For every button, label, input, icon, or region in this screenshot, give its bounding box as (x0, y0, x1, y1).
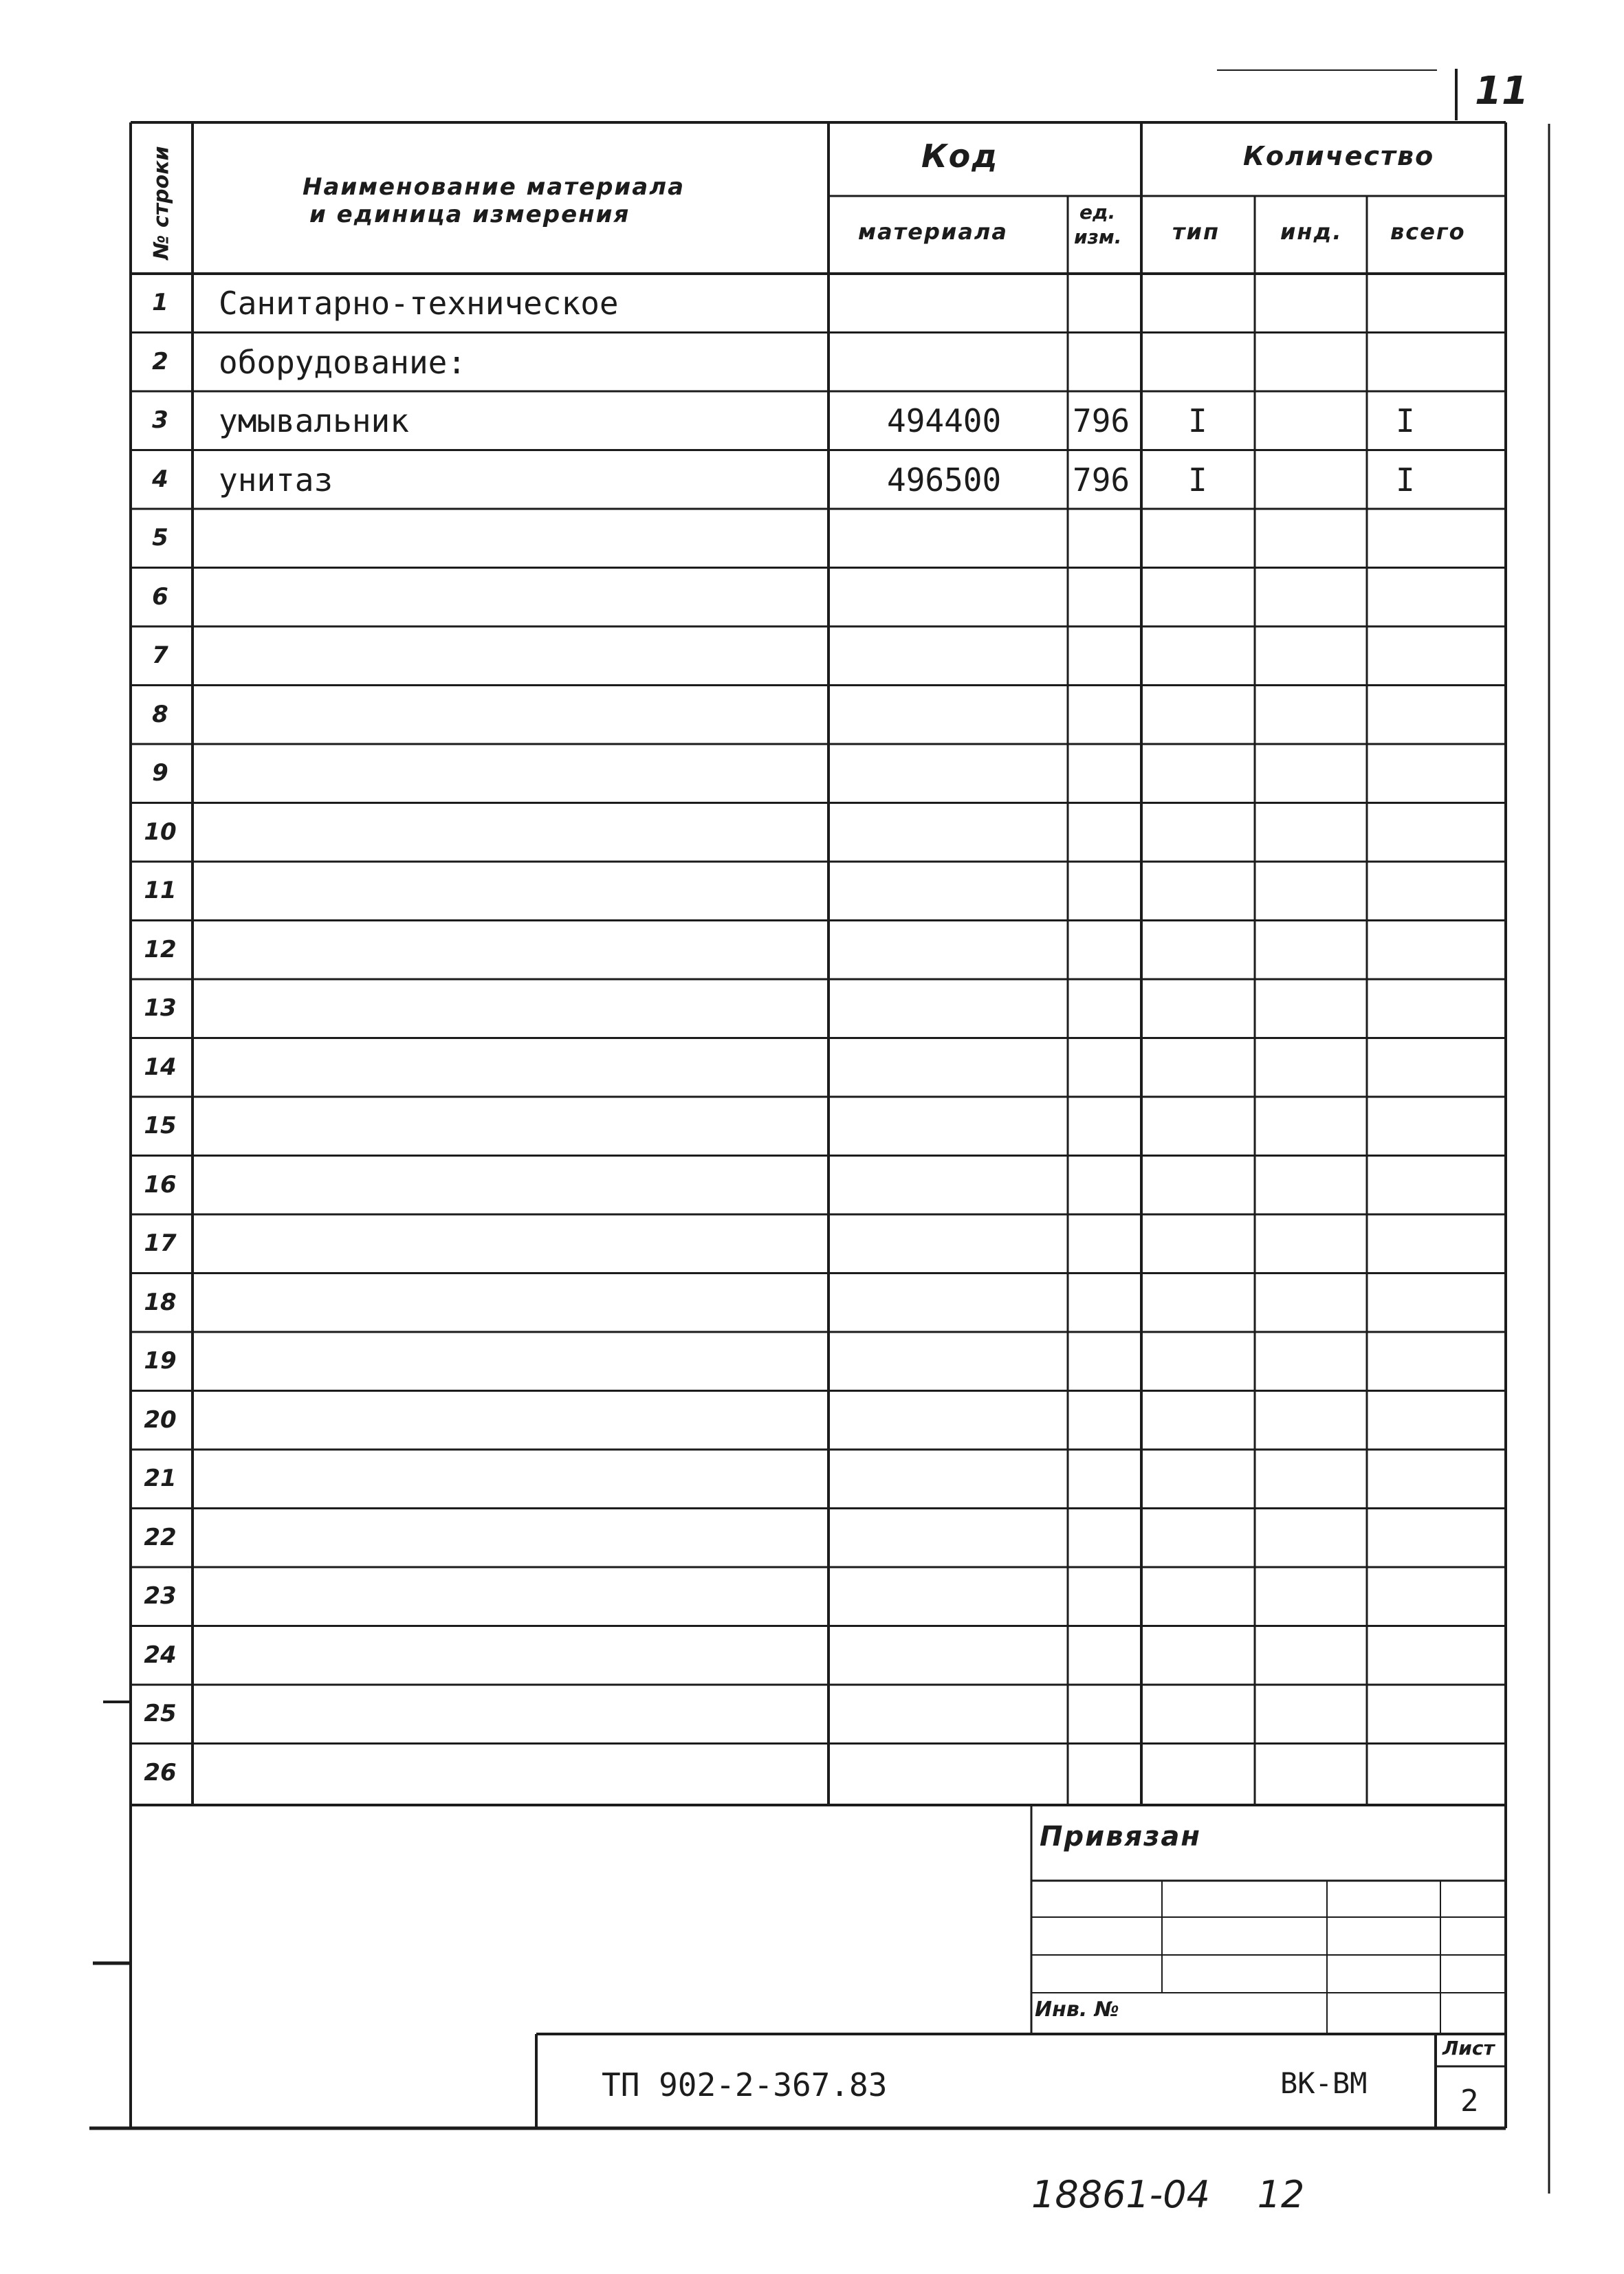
row-number: 11 (144, 877, 177, 904)
table-row (0, 1273, 1624, 1333)
document-number: ТП 902-2-367.83 (602, 2066, 888, 2103)
section-code: ВК-ВМ (1280, 2066, 1368, 2100)
material-header: материала (858, 219, 1008, 245)
row-number: 1 (152, 289, 168, 316)
table-row (0, 1567, 1624, 1626)
row-number: 13 (144, 994, 177, 1022)
row-name-cell: умывальник (219, 402, 409, 439)
table-row (0, 450, 1624, 510)
row-number: 15 (144, 1112, 177, 1139)
row-number: 8 (152, 700, 168, 728)
table-row (0, 862, 1624, 921)
table-row (0, 1391, 1624, 1450)
row-number: 18 (144, 1288, 177, 1316)
name-header-line2: и единица измерения (309, 201, 630, 228)
table-row (0, 568, 1624, 627)
row-number: 4 (152, 465, 168, 493)
row-number: 26 (144, 1758, 177, 1786)
total-header: всего (1390, 219, 1466, 245)
table-row (0, 1626, 1624, 1685)
row-number: 16 (144, 1170, 177, 1199)
row-number: 9 (152, 759, 168, 787)
archive-number: 18861-04 12 (1031, 2173, 1305, 2216)
table-row (0, 509, 1624, 568)
table-row (0, 391, 1624, 450)
row-number: 5 (152, 524, 168, 551)
table-row (0, 333, 1624, 392)
row-number: 17 (144, 1229, 177, 1257)
table-row (0, 921, 1624, 980)
row-number: 21 (144, 1465, 177, 1492)
row-number: 12 (144, 935, 177, 963)
table-row (0, 626, 1624, 686)
row-number: 19 (144, 1347, 177, 1375)
row-type-cell: I (1188, 461, 1207, 499)
row-number: 24 (144, 1641, 177, 1669)
row-name-cell: оборудование: (219, 343, 467, 381)
row-name-cell: Санитарно-техническое (219, 285, 619, 322)
row-number: 3 (152, 406, 168, 434)
row-number: 22 (144, 1523, 177, 1551)
sheet-number: 2 (1460, 2084, 1479, 2119)
table-row (0, 1038, 1624, 1097)
name-header-line1: Наименование материала (303, 173, 685, 201)
table-row (0, 1332, 1624, 1391)
row-number: 23 (144, 1582, 177, 1610)
row-number: 6 (152, 582, 168, 611)
unit-header-line1: ед. (1079, 201, 1116, 223)
table-row (0, 744, 1624, 803)
row-number: 10 (144, 818, 177, 846)
table-row (0, 274, 1624, 333)
row-number: 25 (144, 1700, 177, 1727)
row-name-cell: унитаз (219, 461, 333, 499)
inventory-label: Инв. № (1035, 1998, 1119, 2022)
page-number: 11 (1475, 69, 1528, 113)
unit-header-line2: изм. (1074, 226, 1122, 248)
quantity-header: Количество (1243, 141, 1435, 171)
row-number: 7 (152, 642, 168, 669)
table-row (0, 1097, 1624, 1156)
table-row (0, 1214, 1624, 1273)
row-number: 14 (144, 1053, 177, 1081)
table-row (0, 1156, 1624, 1215)
row-material-cell: 494400 (887, 402, 1002, 439)
row-total-cell: I (1396, 461, 1415, 499)
row-number-header: № строки (149, 146, 174, 260)
row-number: 2 (152, 347, 168, 375)
code-header: Код (921, 138, 999, 175)
table-row (0, 1744, 1624, 1803)
row-unit-cell: 796 (1073, 461, 1130, 499)
table-row (0, 686, 1624, 745)
attached-label: Привязан (1040, 1821, 1202, 1852)
table-row (0, 803, 1624, 862)
sheet-label: Лист (1442, 2037, 1495, 2059)
table-row (0, 1509, 1624, 1568)
table-row (0, 979, 1624, 1038)
type-header: тип (1172, 219, 1220, 245)
row-material-cell: 496500 (887, 461, 1002, 499)
row-number: 20 (144, 1406, 177, 1434)
row-unit-cell: 796 (1073, 402, 1130, 439)
table-row (0, 1450, 1624, 1509)
row-total-cell: I (1396, 402, 1415, 439)
row-type-cell: I (1188, 402, 1207, 439)
table-row (0, 1685, 1624, 1744)
ind-header: инд. (1280, 219, 1343, 245)
